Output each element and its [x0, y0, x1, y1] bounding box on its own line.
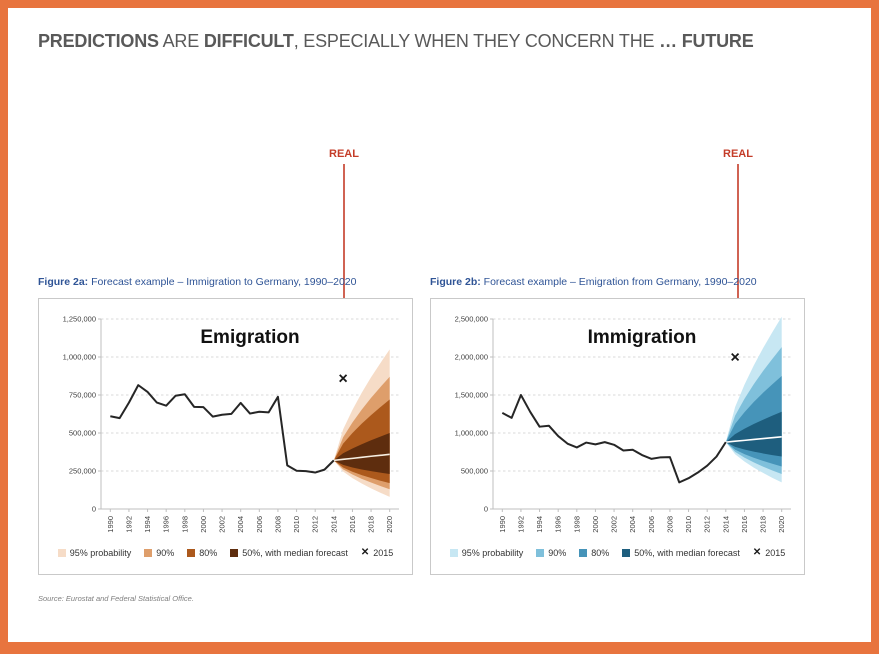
y-tick-label: 0	[483, 504, 488, 514]
legend-label: 95% probability	[69, 548, 132, 558]
emigration-fan-chart	[39, 299, 412, 543]
y-tick-label: 1,000,000	[454, 428, 488, 438]
real-annotation-label-right: REAL	[723, 148, 753, 160]
x-tick-label: 2000	[590, 516, 600, 533]
legend-swatch	[622, 549, 630, 557]
y-tick-label: 500,000	[68, 428, 96, 438]
x-tick-label: 2002	[217, 516, 227, 533]
y-tick-label: 250,000	[68, 466, 96, 476]
legend-item	[753, 548, 785, 558]
legend-label: 80%	[199, 548, 218, 558]
y-tick-label: 0	[91, 504, 96, 514]
x-tick-label: 2020	[385, 516, 395, 533]
figure-2a-caption	[38, 274, 413, 290]
legend-swatch	[579, 549, 587, 557]
y-tick-label: 1,000,000	[62, 352, 96, 362]
x-tick-label: 1992	[124, 516, 134, 533]
x-tick-label: 2018	[758, 516, 768, 533]
x-tick-label: 2002	[609, 516, 619, 533]
x-tick-label: 2014	[329, 516, 339, 533]
y-tick-label: 2,500,000	[454, 314, 488, 324]
x-tick-label: 2014	[721, 516, 731, 533]
legend-label: 50%, with median forecast	[242, 548, 348, 558]
x-tick-label: 1996	[553, 516, 563, 533]
legend-item	[144, 548, 174, 558]
chart-title: Immigration	[587, 327, 697, 348]
figure-2b-caption-label: Figure 2b:	[430, 276, 481, 288]
x-tick-label: 1994	[143, 516, 153, 533]
title-segment: , ESPECIALLY WHEN THEY CONCERN THE	[293, 31, 660, 51]
legend-label: 90%	[548, 548, 567, 558]
source-note: Source: Eurostat and Federal Statistical Office.	[38, 593, 194, 603]
x-tick-label: 1998	[572, 516, 582, 533]
legend-swatch	[187, 549, 195, 557]
emigration-chart-box	[38, 298, 413, 575]
legend-label: 2015	[765, 548, 786, 558]
x-tick-label: 2010	[292, 516, 302, 533]
actual-line	[110, 385, 334, 472]
title-segment: DIFFICULT	[203, 31, 294, 51]
legend-x-marker-icon: ✕	[752, 547, 762, 558]
x-tick-label: 2020	[777, 516, 787, 533]
legend-x-marker-icon: ✕	[360, 547, 370, 558]
x-tick-label: 2010	[684, 516, 694, 533]
title-segment: ARE	[158, 31, 204, 51]
x-tick-label: 2008	[273, 516, 283, 533]
x-tick-label: 2012	[702, 516, 712, 533]
legend-item	[450, 548, 524, 558]
title-segment: … FUTURE	[659, 31, 754, 51]
x-tick-label: 2006	[646, 516, 656, 533]
legend-label: 90%	[156, 548, 175, 558]
legend-label: 95% probability	[461, 548, 524, 558]
y-tick-label: 2,000,000	[454, 352, 488, 362]
legend-item	[58, 548, 132, 558]
x-tick-label: 2016	[739, 516, 749, 533]
legend-item	[187, 548, 217, 558]
y-tick-label: 750,000	[68, 390, 96, 400]
x-tick-label: 2000	[198, 516, 208, 533]
x-tick-label: 1990	[105, 516, 115, 533]
y-tick-label: 500,000	[460, 466, 488, 476]
x-tick-label: 2004	[628, 516, 638, 533]
legend-item	[536, 548, 566, 558]
x-tick-label: 2008	[665, 516, 675, 533]
legend-swatch	[450, 549, 458, 557]
x-tick-label: 2012	[310, 516, 320, 533]
x-tick-label: 1990	[497, 516, 507, 533]
x-tick-label: 1998	[180, 516, 190, 533]
x-tick-label: 2016	[347, 516, 357, 533]
slide-title	[38, 30, 754, 52]
legend-swatch	[144, 549, 152, 557]
y-tick-label: 1,250,000	[62, 314, 96, 324]
legend-swatch	[536, 549, 544, 557]
legend-item	[230, 548, 348, 558]
figure-2b-caption	[430, 274, 805, 290]
figure-2b	[430, 274, 805, 575]
chart-title: Emigration	[200, 327, 300, 348]
real-annotation-label-left: REAL	[329, 148, 359, 160]
x-tick-label: 1992	[516, 516, 526, 533]
immigration-chart-box	[430, 298, 805, 575]
x-tick-label: 2006	[254, 516, 264, 533]
emigration-chart-legend	[39, 548, 412, 558]
immigration-chart-legend	[431, 548, 804, 558]
title-segment: PREDICTIONS	[38, 31, 159, 51]
legend-item	[579, 548, 609, 558]
figure-2b-caption-text: Forecast example – Emigration from Germany, 1990–2020	[480, 276, 757, 288]
x-tick-label: 1996	[161, 516, 171, 533]
legend-swatch	[230, 549, 238, 557]
x-tick-label: 1994	[535, 516, 545, 533]
x-tick-label: 2004	[236, 516, 246, 533]
legend-item	[622, 548, 740, 558]
legend-label: 80%	[591, 548, 610, 558]
x-tick-label: 2018	[366, 516, 376, 533]
legend-label: 2015	[373, 548, 394, 558]
figure-2a-caption-label: Figure 2a:	[38, 276, 89, 288]
immigration-fan-chart	[431, 299, 804, 543]
figure-2a	[38, 274, 413, 575]
legend-label: 50%, with median forecast	[634, 548, 740, 558]
legend-swatch	[58, 549, 66, 557]
y-tick-label: 1,500,000	[454, 390, 488, 400]
legend-item	[361, 548, 393, 558]
actual-line	[502, 395, 726, 482]
figure-2a-caption-text: Forecast example – Immigration to Germany, 1990–2020	[88, 276, 357, 288]
slide-canvas	[8, 8, 871, 642]
